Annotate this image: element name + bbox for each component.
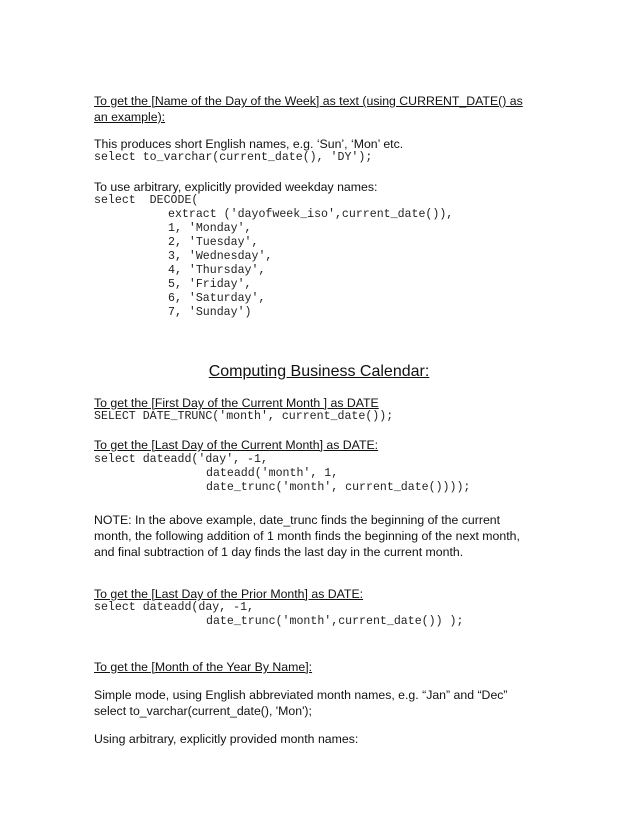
month-simple-line1: Simple mode, using English abbreviated month names, e.g. “Jan” and “Dec” [94,688,508,702]
first-day-heading: To get the [First Day of the Current Month ] as DATE [94,396,379,410]
decode-code-line: 6, 'Saturday', [168,292,266,305]
first-day-code: SELECT DATE_TRUNC('month', current_date()); [94,410,394,423]
note-line: month, the following addition of 1 month finds the beginning of the next month, [94,529,520,543]
prior-month-heading: To get the [Last Day of the Prior Month] as DATE: [94,587,364,601]
note-line: NOTE: In the above example, date_trunc finds the beginning of the current [94,513,501,527]
last-day-heading: To get the [Last Day of the Current Month] as DATE: [94,438,379,452]
dow-heading-line1: To get the [Name of the Day of the Week] as text (using CURRENT_DATE() as [94,94,523,108]
decode-code-line: 7, 'Sunday') [168,306,252,319]
decode-code-line: 3, 'Wednesday', [168,250,273,263]
decode-code-line: 5, 'Friday', [168,278,252,291]
last-day-code-line: date_trunc('month', current_date()))); [206,481,471,494]
month-arbitrary-intro: Using arbitrary, explicitly provided month names: [94,732,359,746]
last-day-code-line: dateadd('month', 1, [206,467,339,480]
decode-code-line: 4, 'Thursday', [168,264,266,277]
prior-month-code-line: date_trunc('month',current_date()) ); [206,615,464,628]
note-line: and final subtraction of 1 day finds the last day in the current month. [94,545,464,559]
month-simple-line2: select to_varchar(current_date(), 'Mon'); [94,704,312,718]
decode-code-line: 1, 'Monday', [168,222,252,235]
decode-code-line: extract ('dayofweek_iso',current_date()), [168,208,454,221]
dow-heading-line2: an example): [94,110,166,124]
last-day-code-line: select dateadd('day', -1, [94,453,268,466]
month-name-heading: To get the [Month of the Year By Name]: [94,660,313,674]
dow-arbitrary-intro: To use arbitrary, explicitly provided weekday names: [94,180,378,194]
dow-short-code: select to_varchar(current_date(), 'DY'); [94,151,373,164]
section-title: Computing Business Calendar: [208,363,430,380]
dow-short-intro: This produces short English names, e.g. ‘Sun’, ‘Mon’ etc. [94,137,404,151]
decode-code-line: select DECODE( [94,194,199,207]
decode-code-line: 2, 'Tuesday', [168,236,259,249]
prior-month-code-line: select dateadd(day, -1, [94,601,255,614]
